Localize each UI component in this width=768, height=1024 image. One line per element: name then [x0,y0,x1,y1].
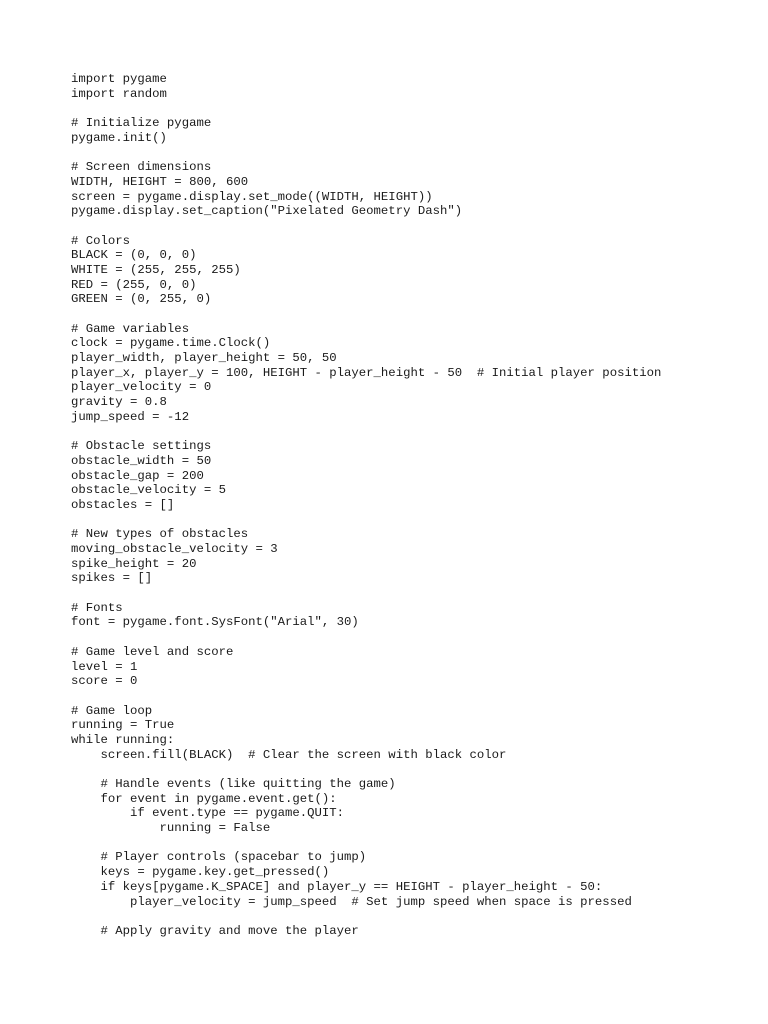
code-line: # Obstacle settings [71,439,212,454]
code-line [71,586,661,601]
code-line [71,219,661,234]
code-line: if keys[pygame.K_SPACE] and player_y == HEIGHT - player_height - 50: [71,879,603,894]
code-line [71,836,661,851]
code-line [71,909,661,924]
code-line: # Colors [71,233,131,248]
code-line [71,307,661,322]
code-line: moving_obstacle_velocity = 3 [71,542,278,556]
code-line: pygame.init() [71,130,167,145]
code-line: while running: [71,732,175,747]
code-line [71,425,661,440]
code-line: obstacle_gap = 200 [71,468,204,483]
code-line: player_velocity = 0 [71,380,212,395]
code-line: screen.fill(BLACK) # Clear the screen with black color [71,747,507,762]
code-line [71,689,661,704]
code-line: for event in pygame.event.get(): [71,791,337,806]
code-line: # Game variables [71,321,190,336]
code-line [71,762,661,777]
code-line: score = 0 [71,674,138,689]
code-line: # Initialize pygame [71,116,212,131]
code-line: player_velocity = jump_speed # Set jump speed when space is pressed [71,894,632,909]
code-line: clock = pygame.time.Clock() [71,336,271,351]
code-line: spikes = [] [71,571,153,586]
code-line [71,513,661,528]
code-line: WIDTH, HEIGHT = 800, 600 [71,174,249,189]
code-line: # Game loop [71,703,153,718]
code-line: # Fonts [71,600,123,615]
code-line: # Game level and score [71,644,234,659]
code-line [71,101,661,116]
code-line: if event.type == pygame.QUIT: [71,806,345,821]
code-line: player_width, player_height = 50, 50 [71,351,337,366]
code-line: keys = pygame.key.get_pressed() [71,865,330,880]
code-line: obstacle_width = 50 [71,453,212,468]
code-line: # Player controls (spacebar to jump) [71,850,367,865]
code-line: # Handle events (like quitting the game) [71,777,396,791]
code-line [71,630,661,645]
code-line: font = pygame.font.SysFont("Arial", 30) [71,615,359,630]
code-line: pygame.display.set_caption("Pixelated Geometry Dash") [71,204,463,219]
code-line: import random [71,86,167,101]
code-line: running = True [71,718,175,733]
code-line: # Apply gravity and move the player [71,923,359,938]
code-line: player_x, player_y = 100, HEIGHT - player_height - 50 # Initial player position [71,365,662,380]
code-line: jump_speed = -12 [71,409,190,424]
code-line: obstacles = [] [71,497,175,512]
code-line: # Screen dimensions [71,160,212,175]
code-line: # New types of obstacles [71,527,249,542]
code-line: gravity = 0.8 [71,395,167,410]
code-line: running = False [71,821,271,836]
code-line: import pygame [71,72,167,86]
code-block [71,72,661,939]
code-line: screen = pygame.display.set_mode((WIDTH, HEIGHT)) [71,189,433,204]
code-line: level = 1 [71,659,138,674]
code-line: RED = (255, 0, 0) [71,277,197,292]
code-line: WHITE = (255, 255, 255) [71,262,241,277]
code-line: GREEN = (0, 255, 0) [71,292,212,307]
code-line: obstacle_velocity = 5 [71,483,226,498]
code-line [71,145,661,160]
code-line: BLACK = (0, 0, 0) [71,248,197,263]
code-line: spike_height = 20 [71,556,197,571]
